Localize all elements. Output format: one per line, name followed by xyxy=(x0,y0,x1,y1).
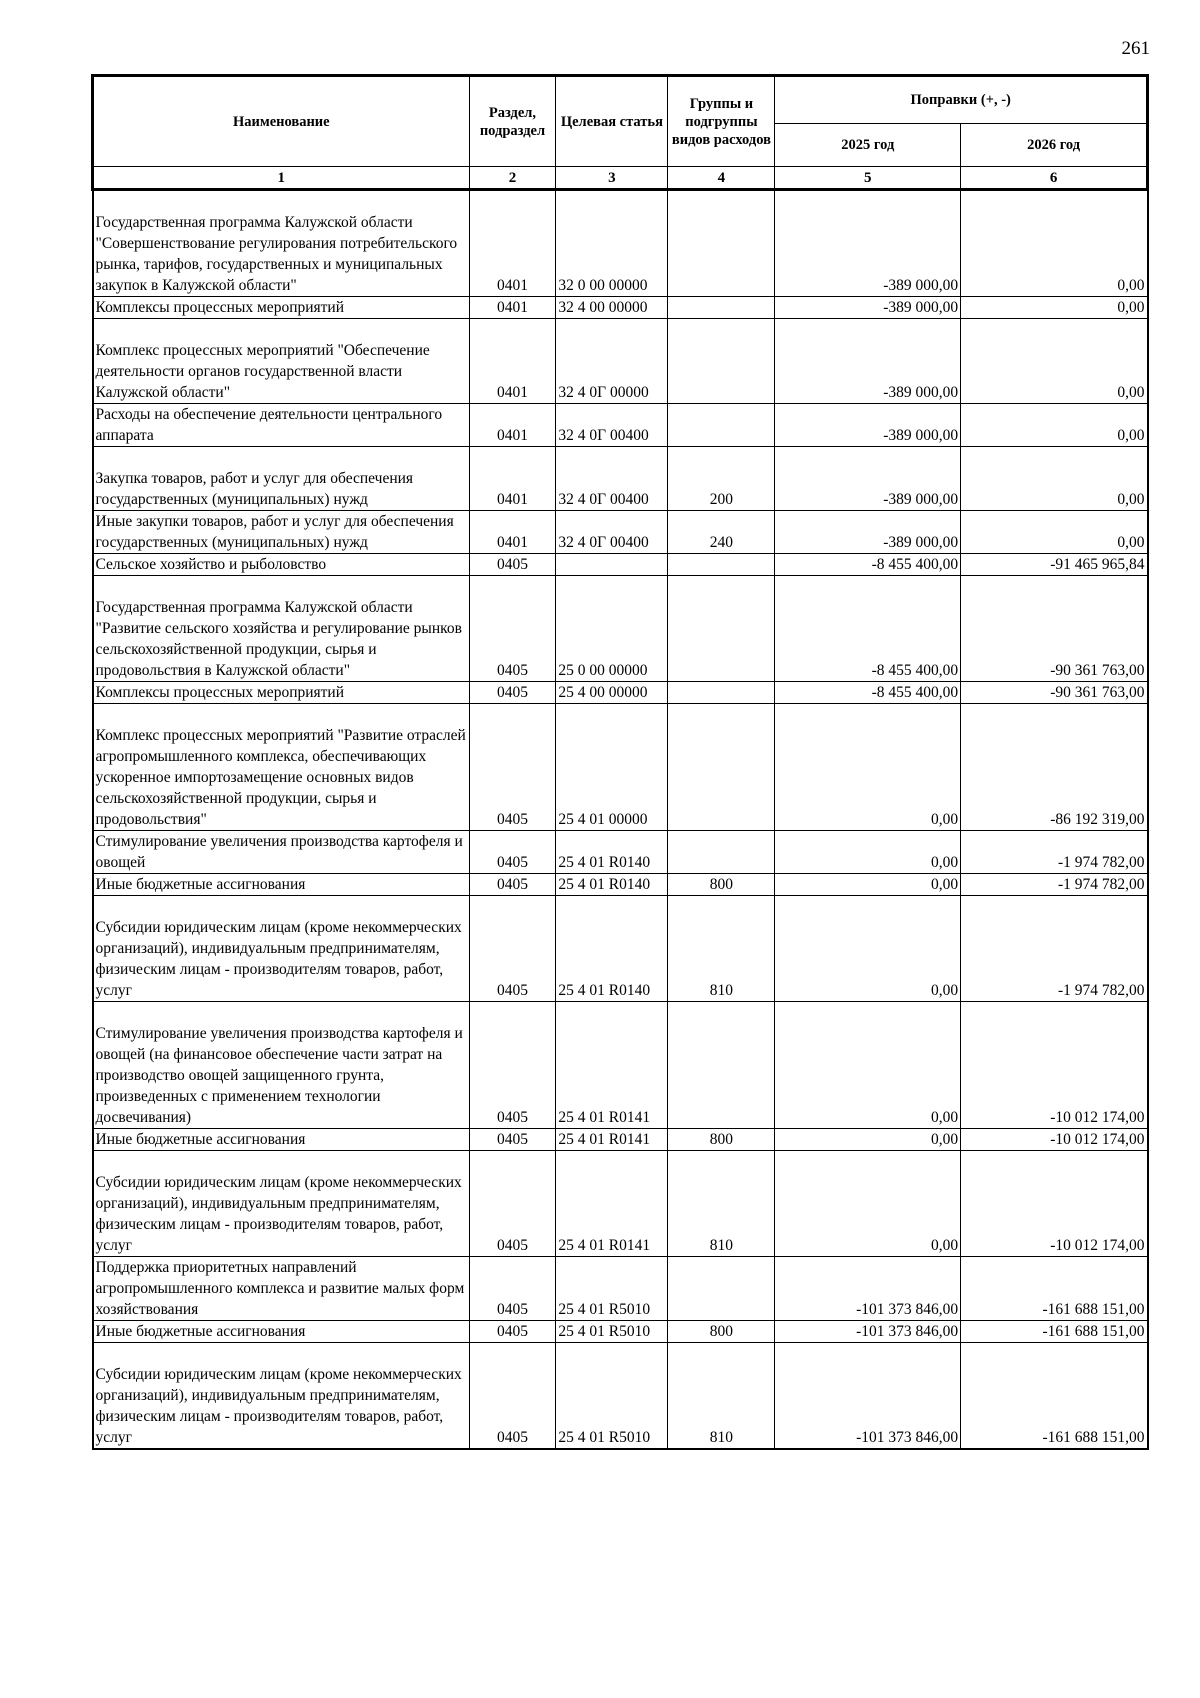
row-name: Комплексы процессных мероприятий xyxy=(93,682,470,704)
row-section: 0401 xyxy=(469,297,556,319)
row-amount-2026: -161 688 151,00 xyxy=(961,1321,1148,1343)
header-year-2026: 2026 год xyxy=(961,124,1148,167)
row-amount-2025: -389 000,00 xyxy=(775,511,961,554)
row-name: Субсидии юридическим лицам (кроме некоммерческих организаций), индивидуальным предпринимателям, физическим лицам - производителям товаров, работ, услуг xyxy=(93,896,470,1002)
row-amount-2026: 0,00 xyxy=(961,190,1148,297)
row-article: 25 4 01 R0140 xyxy=(556,896,668,1002)
col-number: 4 xyxy=(668,167,775,190)
row-amount-2026: -1 974 782,00 xyxy=(961,874,1148,896)
header-name: Наименование xyxy=(93,76,470,167)
header-amendments: Поправки (+, -) xyxy=(775,76,1148,124)
header-groups: Группы и подгруппы видов расходов xyxy=(668,76,775,167)
row-group: 800 xyxy=(668,1321,775,1343)
row-article: 32 4 0Г 00400 xyxy=(556,511,668,554)
row-section: 0405 xyxy=(469,1321,556,1343)
row-amount-2026: -161 688 151,00 xyxy=(961,1257,1148,1321)
row-amount-2026: -1 974 782,00 xyxy=(961,831,1148,874)
row-article: 25 4 01 00000 xyxy=(556,704,668,831)
row-amount-2025: -389 000,00 xyxy=(775,319,961,404)
row-amount-2026: 0,00 xyxy=(961,447,1148,511)
row-amount-2025: -389 000,00 xyxy=(775,297,961,319)
row-group: 810 xyxy=(668,1151,775,1257)
row-group: 800 xyxy=(668,874,775,896)
row-name: Поддержка приоритетных направлений агропромышленного комплекса и развитие малых форм хозяйствования xyxy=(93,1257,470,1321)
row-amount-2026: -161 688 151,00 xyxy=(961,1343,1148,1450)
table-row xyxy=(93,297,1148,319)
table-row xyxy=(93,874,1148,896)
row-article xyxy=(556,554,668,576)
row-group xyxy=(668,1002,775,1129)
budget-table xyxy=(91,74,1149,1450)
row-amount-2026: 0,00 xyxy=(961,297,1148,319)
row-group xyxy=(668,704,775,831)
row-name: Иные бюджетные ассигнования xyxy=(93,1321,470,1343)
row-amount-2025: 0,00 xyxy=(775,896,961,1002)
row-article: 25 4 00 00000 xyxy=(556,682,668,704)
row-amount-2026: -91 465 965,84 xyxy=(961,554,1148,576)
row-amount-2026: 0,00 xyxy=(961,511,1148,554)
row-article: 32 0 00 00000 xyxy=(556,190,668,297)
row-name: Расходы на обеспечение деятельности центрального аппарата xyxy=(93,404,470,447)
table-row xyxy=(93,1257,1148,1321)
row-section: 0405 xyxy=(469,831,556,874)
row-article: 32 4 00 00000 xyxy=(556,297,668,319)
row-section: 0405 xyxy=(469,874,556,896)
row-section: 0405 xyxy=(469,1343,556,1450)
row-section: 0405 xyxy=(469,682,556,704)
row-group xyxy=(668,554,775,576)
table-row xyxy=(93,704,1148,831)
row-name: Стимулирование увеличения производства картофеля и овощей (на финансовое обеспечение части затрат на производство овощей защищенного грунта, произведенных с применением технологии досвечивания) xyxy=(93,1002,470,1129)
table-row xyxy=(93,1129,1148,1151)
table-row xyxy=(93,831,1148,874)
row-article: 25 4 01 R5010 xyxy=(556,1343,668,1450)
table-row xyxy=(93,1002,1148,1129)
table-row xyxy=(93,1343,1148,1450)
table-row xyxy=(93,447,1148,511)
header-section: Раздел, подраздел xyxy=(469,76,556,167)
row-section: 0401 xyxy=(469,319,556,404)
row-section: 0405 xyxy=(469,704,556,831)
row-group xyxy=(668,831,775,874)
row-amount-2025: 0,00 xyxy=(775,1151,961,1257)
row-article: 25 4 01 R5010 xyxy=(556,1257,668,1321)
row-article: 25 4 01 R0141 xyxy=(556,1129,668,1151)
row-amount-2025: -101 373 846,00 xyxy=(775,1343,961,1450)
row-section: 0405 xyxy=(469,576,556,682)
header-article: Целевая статья xyxy=(556,76,668,167)
row-article: 25 4 01 R0140 xyxy=(556,831,668,874)
row-amount-2025: -389 000,00 xyxy=(775,404,961,447)
row-amount-2026: -90 361 763,00 xyxy=(961,576,1148,682)
row-section: 0401 xyxy=(469,190,556,297)
row-amount-2025: -8 455 400,00 xyxy=(775,554,961,576)
row-group xyxy=(668,190,775,297)
table-row xyxy=(93,319,1148,404)
table-row xyxy=(93,554,1148,576)
row-article: 32 4 0Г 00400 xyxy=(556,447,668,511)
header-year-2025: 2025 год xyxy=(775,124,961,167)
row-amount-2026: -10 012 174,00 xyxy=(961,1129,1148,1151)
row-group xyxy=(668,404,775,447)
row-amount-2025: -101 373 846,00 xyxy=(775,1321,961,1343)
row-section: 0405 xyxy=(469,1257,556,1321)
table-row xyxy=(93,682,1148,704)
row-amount-2025: -389 000,00 xyxy=(775,190,961,297)
row-group xyxy=(668,682,775,704)
table-row xyxy=(93,190,1148,297)
table-row xyxy=(93,404,1148,447)
row-amount-2025: -101 373 846,00 xyxy=(775,1257,961,1321)
row-amount-2026: -86 192 319,00 xyxy=(961,704,1148,831)
row-article: 32 4 0Г 00400 xyxy=(556,404,668,447)
row-article: 25 4 01 R0141 xyxy=(556,1151,668,1257)
row-article: 25 0 00 00000 xyxy=(556,576,668,682)
col-number: 1 xyxy=(93,167,470,190)
row-section: 0401 xyxy=(469,404,556,447)
row-section: 0405 xyxy=(469,896,556,1002)
table-row xyxy=(93,896,1148,1002)
row-section: 0405 xyxy=(469,554,556,576)
row-amount-2025: -8 455 400,00 xyxy=(775,576,961,682)
row-group: 240 xyxy=(668,511,775,554)
row-amount-2025: -8 455 400,00 xyxy=(775,682,961,704)
row-group xyxy=(668,576,775,682)
row-section: 0405 xyxy=(469,1129,556,1151)
row-group: 800 xyxy=(668,1129,775,1151)
row-group: 810 xyxy=(668,1343,775,1450)
row-name: Субсидии юридическим лицам (кроме некоммерческих организаций), индивидуальным предпринимателям, физическим лицам - производителям товаров, работ, услуг xyxy=(93,1343,470,1450)
row-group xyxy=(668,1257,775,1321)
row-amount-2025: 0,00 xyxy=(775,704,961,831)
row-article: 25 4 01 R0140 xyxy=(556,874,668,896)
row-name: Комплекс процессных мероприятий "Обеспечение деятельности органов государственной власти Калужской области" xyxy=(93,319,470,404)
table-row xyxy=(93,1151,1148,1257)
table-row xyxy=(93,511,1148,554)
row-name: Закупка товаров, работ и услуг для обеспечения государственных (муниципальных) нужд xyxy=(93,447,470,511)
row-section: 0405 xyxy=(469,1002,556,1129)
row-name: Сельское хозяйство и рыболовство xyxy=(93,554,470,576)
row-name: Иные бюджетные ассигнования xyxy=(93,1129,470,1151)
row-name: Иные бюджетные ассигнования xyxy=(93,874,470,896)
row-section: 0401 xyxy=(469,511,556,554)
col-number: 3 xyxy=(556,167,668,190)
row-name: Комплекс процессных мероприятий "Развитие отраслей агропромышленного комплекса, обеспечивающих ускоренное импортозамещение основных видов сельскохозяйственной продукции, сырья и продовольствия" xyxy=(93,704,470,831)
row-article: 32 4 0Г 00000 xyxy=(556,319,668,404)
row-section: 0405 xyxy=(469,1151,556,1257)
page-number: 261 xyxy=(1121,38,1150,59)
row-name: Субсидии юридическим лицам (кроме некоммерческих организаций), индивидуальным предпринимателям, физическим лицам - производителям товаров, работ, услуг xyxy=(93,1151,470,1257)
row-amount-2026: -10 012 174,00 xyxy=(961,1002,1148,1129)
table-row xyxy=(93,576,1148,682)
row-group: 200 xyxy=(668,447,775,511)
row-amount-2025: 0,00 xyxy=(775,831,961,874)
row-group: 810 xyxy=(668,896,775,1002)
row-amount-2026: 0,00 xyxy=(961,319,1148,404)
row-amount-2026: -10 012 174,00 xyxy=(961,1151,1148,1257)
row-name: Стимулирование увеличения производства картофеля и овощей xyxy=(93,831,470,874)
col-number: 5 xyxy=(775,167,961,190)
row-amount-2026: 0,00 xyxy=(961,404,1148,447)
row-group xyxy=(668,319,775,404)
row-amount-2025: -389 000,00 xyxy=(775,447,961,511)
row-name: Комплексы процессных мероприятий xyxy=(93,297,470,319)
col-number: 6 xyxy=(961,167,1148,190)
row-amount-2025: 0,00 xyxy=(775,874,961,896)
row-amount-2026: -90 361 763,00 xyxy=(961,682,1148,704)
table-row xyxy=(93,1321,1148,1343)
row-amount-2025: 0,00 xyxy=(775,1002,961,1129)
row-group xyxy=(668,297,775,319)
row-name: Иные закупки товаров, работ и услуг для обеспечения государственных (муниципальных) нужд xyxy=(93,511,470,554)
col-number: 2 xyxy=(469,167,556,190)
row-name: Государственная программа Калужской области "Совершенствование регулирования потребительского рынка, тарифов, государственных и муниципальных закупок в Калужской области" xyxy=(93,190,470,297)
row-section: 0401 xyxy=(469,447,556,511)
row-amount-2025: 0,00 xyxy=(775,1129,961,1151)
row-amount-2026: -1 974 782,00 xyxy=(961,896,1148,1002)
row-article: 25 4 01 R5010 xyxy=(556,1321,668,1343)
row-name: Государственная программа Калужской области "Развитие сельского хозяйства и регулирование рынков сельскохозяйственной продукции, сырья и продовольствия в Калужской области" xyxy=(93,576,470,682)
row-article: 25 4 01 R0141 xyxy=(556,1002,668,1129)
